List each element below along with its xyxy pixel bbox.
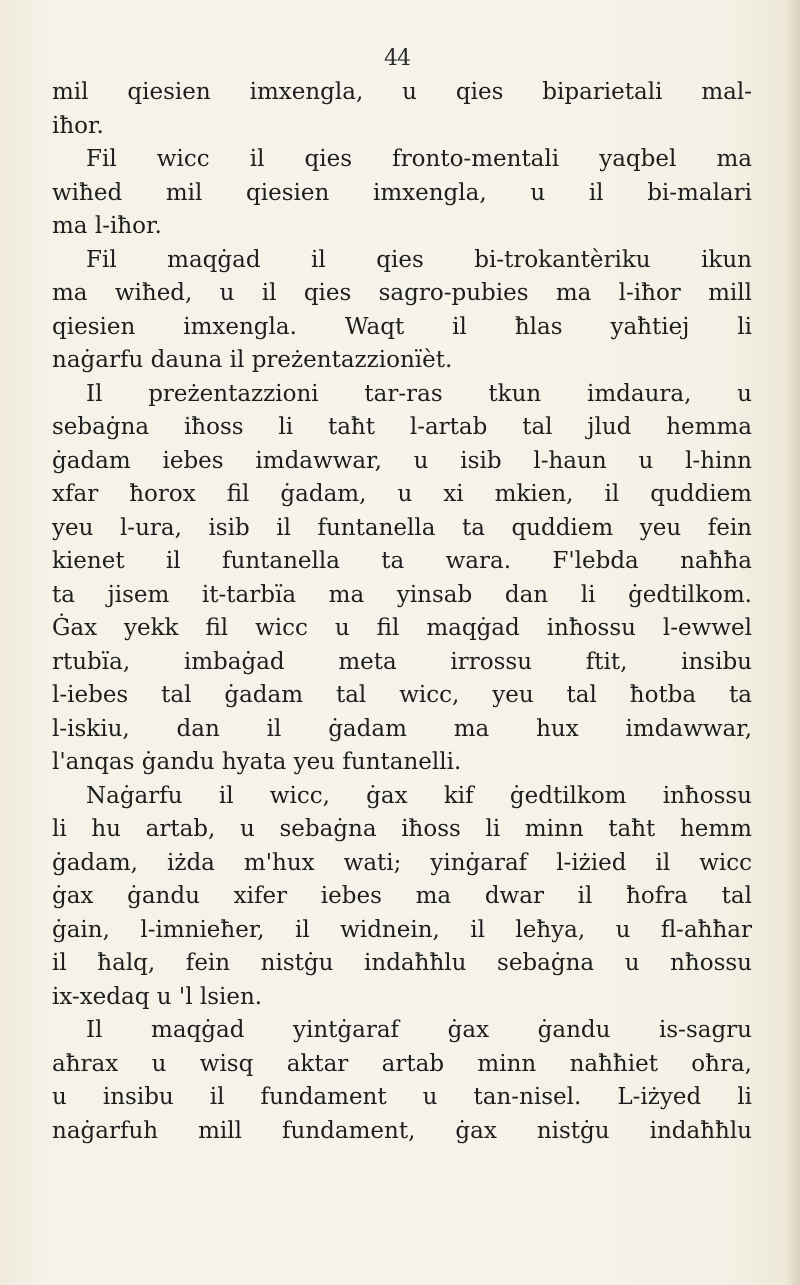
text-line: aħrax u wisq aktar artab minn naħħiet oħra,	[52, 1050, 752, 1077]
body-text	[52, 76, 752, 1148]
text-line: ma wiħed, u il qies sagro-pubies ma l-iħor mill	[52, 280, 752, 306]
text-line: u insibu il fundament u tan-nisel. L-iżyed li	[52, 1084, 752, 1110]
text-line: naġarfuh mill fundament, ġax nistġu indaħħlu	[52, 1117, 752, 1144]
text-line: ma l-iħor.	[52, 213, 162, 239]
text-line: wiħed mil qiesien imxengla, u il bi-malari	[52, 179, 752, 206]
text-line: sebaġna iħoss li taħt l-artab tal jlud hemma	[52, 414, 752, 440]
text-line: Fil wicc il qies fronto-mentali yaqbel ma	[86, 146, 752, 172]
text-line: xfar ħorox fil ġadam, u xi mkien, il quddiem	[52, 481, 752, 507]
text-line: ġax ġandu xifer iebes ma dwar il ħofra tal	[52, 883, 752, 909]
page-number: 44	[384, 46, 410, 71]
text-line: Ġax yekk fil wicc u fil maqġad inħossu l-ewwel	[52, 615, 752, 641]
text-line: mil qiesien imxengla, u qies biparietali mal-	[52, 79, 752, 105]
text-line: ta jisem it-tarbïa ma yinsab dan li ġedtilkom.	[52, 581, 752, 608]
text-line: ġadam iebes imdawwar, u isib l-haun u l-hinn	[52, 447, 752, 474]
text-line: kienet il funtanella ta wara. F'lebda naħħa	[52, 548, 752, 574]
text-line: ġain, l-imnieħer, il widnein, il leħya, u fl-aħħar	[52, 916, 752, 943]
text-line: yeu l-ura, isib il funtanella ta quddiem yeu fein	[52, 514, 752, 541]
text-line: li hu artab, u sebaġna iħoss li minn taħt hemm	[52, 816, 752, 842]
text-line: ġadam, iżda m'hux wati; yinġaraf l-iżied il wicc	[52, 849, 752, 876]
text-line: naġarfu dauna il preżentazzionïèt.	[52, 347, 453, 373]
text-line: iħor.	[52, 112, 104, 139]
text-line: ix-xedaq u 'l lsien.	[52, 983, 263, 1010]
text-line: Il preżentazzioni tar-ras tkun imdaura, u	[86, 380, 752, 407]
text-line: il ħalq, fein nistġu indaħħlu sebaġna u nħossu	[52, 950, 752, 976]
text-line: Fil maqġad il qies bi-trokantèriku ikun	[86, 246, 752, 273]
text-line: Naġarfu il wicc, ġax kif ġedtilkom inħossu	[86, 782, 752, 809]
text-line: l-iebes tal ġadam tal wicc, yeu tal ħotba ta	[52, 682, 752, 708]
text-line: qiesien imxengla. Waqt il ħlas yaħtiej li	[52, 313, 752, 340]
text-line: rtubïa, imbaġad meta irrossu ftit, insibu	[52, 648, 752, 675]
text-line: l-iskiu, dan il ġadam ma hux imdawwar,	[52, 715, 752, 742]
text-line: l'anqas ġandu hyata yeu funtanelli.	[52, 749, 462, 775]
page-edge-shadow	[786, 0, 800, 1285]
text-line: Il maqġad yintġaraf ġax ġandu is-sagru	[86, 1017, 752, 1043]
